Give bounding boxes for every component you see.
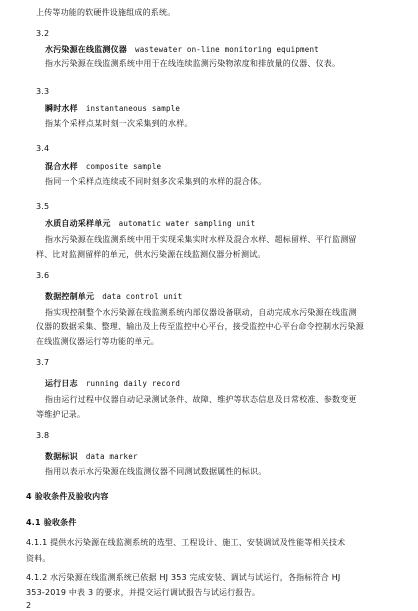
- term-zh: 水污染源在线监测仪器: [45, 45, 127, 54]
- definition-3-5-line-1: 指水污染源在线监测系统中用于实现采集实时水样及混合水样、超标留样、平行监测留: [45, 235, 357, 244]
- section-number-3-2: 3.2: [36, 29, 50, 38]
- term-3-6: [45, 291, 182, 302]
- section-number-3-7: 3.7: [36, 358, 50, 367]
- clause-4-1-2-line-1: 4.1.2 水污染源在线监测系统已依据 HJ 353 完成安装、调试与试运行，各指标符合 HJ: [26, 573, 341, 582]
- term-3-2: [45, 44, 319, 55]
- definition-3-6-line-1: 指实现控制整个水污染源在线监测系统内部仪器设备联动，自动完成水污染源在线监测: [45, 308, 357, 317]
- definition-3-8: 指用以表示水污染源在线监测仪器不同测试数据属性的标识。: [45, 467, 267, 476]
- definition-3-5-line-2: 样、比对监测留样的单元，供水污染源在线监测仪器分析测试。: [36, 250, 266, 259]
- section-number-3-6: 3.6: [36, 271, 50, 280]
- term-3-5: [45, 218, 255, 229]
- section-number-3-8: 3.8: [36, 431, 50, 440]
- term-en: instantaneous sample: [85, 104, 181, 113]
- definition-3-4: 指同一个采样点连续或不同时刻多次采集到的水样的混合体。: [45, 177, 267, 186]
- term-3-4: [45, 161, 161, 172]
- clause-4-1-1-line-2: 资料。: [26, 554, 51, 563]
- term-3-3: [45, 103, 180, 114]
- term-en: automatic water sampling unit: [118, 219, 256, 228]
- term-zh: 混合水样: [45, 162, 78, 171]
- definition-3-6-line-2: 仪器的数据采集、整理、输出及上传至监控中心平台，接受监控中心平台命令控制水污染源: [36, 322, 364, 331]
- definition-3-3: 指某个采样点某时刻一次采集到的水样。: [45, 119, 193, 128]
- term-en: wastewater on-line monitoring equipment: [135, 45, 319, 54]
- term-zh: 数据控制单元: [45, 292, 95, 301]
- term-zh: 运行日志: [45, 379, 78, 388]
- term-en: data marker: [85, 452, 138, 461]
- term-en: running daily record: [85, 379, 181, 388]
- definition-3-7-line-2: 等维护记录。: [36, 410, 86, 419]
- definition-3-6-line-3: 在线监测仪器运行等功能的单元。: [36, 337, 159, 346]
- section-number-3-4: 3.4: [36, 144, 50, 153]
- continuation-text: 上传等功能的软硬件设施组成的系统。: [36, 8, 176, 17]
- term-en: data control unit: [102, 292, 183, 301]
- definition-3-7-line-1: 指由运行过程中仪器自动记录测试条件、故障、维护等状态信息及日常校准、参数变更: [45, 395, 357, 404]
- heading-4: 4 验收条件及验收内容: [26, 492, 109, 501]
- term-en: composite sample: [85, 162, 162, 171]
- term-zh: 瞬时水样: [45, 104, 78, 113]
- section-number-3-3: 3.3: [36, 87, 50, 96]
- definition-3-2: 指水污染源在线监测系统中用于在线连续监测污染物浓度和排放量的仪器、仪表。: [45, 59, 341, 68]
- term-3-8: [45, 451, 138, 462]
- page-number: 2: [26, 601, 32, 610]
- term-3-7: [45, 378, 180, 389]
- clause-4-1-1-line-1: 4.1.1 提供水污染源在线监测系统的选型、工程设计、施工、安装调试及性能等相关技术: [26, 538, 346, 547]
- term-zh: 水质自动采样单元: [45, 219, 111, 228]
- clause-4-1-2-line-2: 353-2019 中表 3 的要求，并提交运行调试报告与试运行报告。: [26, 588, 261, 597]
- heading-4-1: 4.1 验收条件: [26, 518, 77, 527]
- section-number-3-5: 3.5: [36, 202, 50, 211]
- term-zh: 数据标识: [45, 452, 78, 461]
